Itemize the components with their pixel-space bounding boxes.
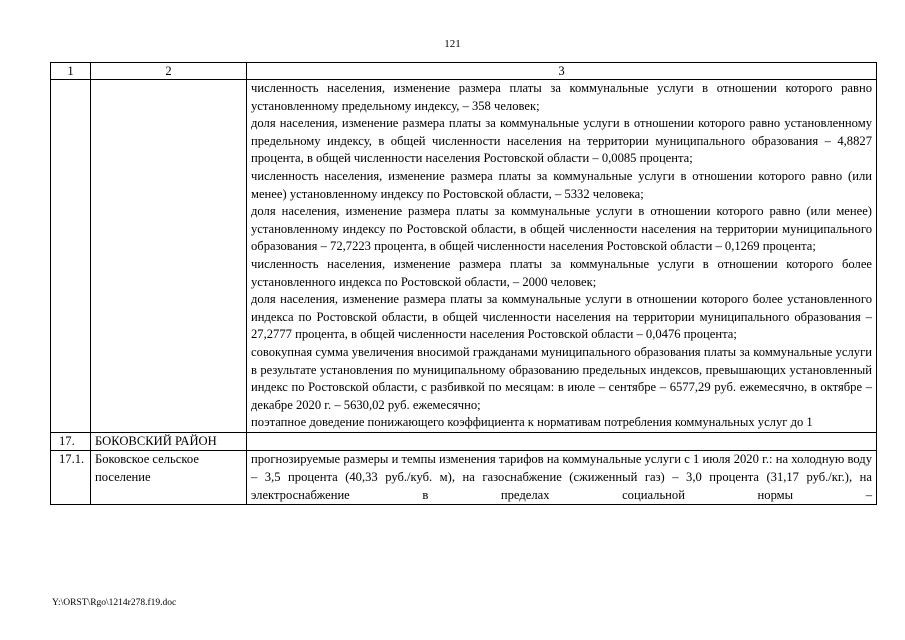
settlement-row [51,451,877,505]
settlement-number: 17.1. [51,451,91,505]
header-col-3: 3 [247,63,877,80]
paragraph: численность населения, изменение размера платы за коммунальные услуги в отношении которого равно установленному предельному индексу, – 358 человек; [251,81,872,113]
paragraph: численность населения, изменение размера платы за коммунальные услуги в отношении которого более установленного индекса по Ростовской области, – 2000 человек; [251,256,872,289]
page-number: 121 [444,38,461,50]
region-name: БОКОВСКИЙ РАЙОН [91,432,247,451]
paragraph: доля населения, изменение размера платы за коммунальные услуги в отношении которого равно (или менее) установленному индексу по Ростовской области, в общей численности населения на территории муниципального образования – 72,7223 процента, в общей численности населения Ростовской области – 0,1269 процента; [251,204,872,254]
header-col-2: 2 [91,63,247,80]
region-number: 17. [51,432,91,451]
paragraph: совокупная сумма увеличения вносимой гражданами муниципального образования платы за коммунальные услуги в результате установления по муниципальному образованию предельных индексов, превышающих установленный индекс по Ростовской области, с разбивкой по месяцам: в июле – сентябре – 6577,29 руб. ежемесячно, в октябре – декабре 2020 г. – 5630,02 руб. ежемесячно; [251,344,872,412]
continued-num-cell [51,80,91,433]
continued-row [51,80,877,433]
settlement-name: Боковское сельское поселение [91,451,247,505]
paragraph: численность населения, изменение размера платы за коммунальные услуги в отношении которого равно (или менее) установленному индексу по Ростовской области, – 5332 человека; [251,168,872,201]
paragraph: поэтапное доведение понижающего коэффициента к нормативам потребления коммунальных услуг до 1 [251,415,813,430]
document-table [50,62,877,505]
continued-text-cell [247,80,877,433]
settlement-text: прогнозируемые размеры и темпы изменения тарифов на коммунальные услуги с 1 июля 2020 г.: на холодную воду – 3,5 процента (40,33 руб./куб. м), на газоснабжение (сжиженный газ) – 3,0 процента (31,17 руб./кг.), на электроснабжение в пределах социальной нормы – [247,451,877,505]
continued-name-cell [91,80,247,433]
paragraph: доля населения, изменение размера платы за коммунальные услуги в отношении которого более установленного индекса по Ростовской области, в общей численности населения на территории муниципального образования – 27,2777 процента, в общей численности населения Ростовской области – 0,0476 процента; [251,292,872,342]
region-empty-cell [247,432,877,451]
table-header-row [51,63,877,80]
header-col-1: 1 [51,63,91,80]
footer-file-path: Y:\ORST\Rgo\1214r278.f19.doc [52,598,177,608]
region-row [51,432,877,451]
paragraph: доля населения, изменение размера платы за коммунальные услуги в отношении которого равно установленному предельному индексу, в общей численности населения на территории муниципального образования – 4,8827 процента, в общей численности населения Ростовской области – 0,0085 процента; [251,116,872,166]
